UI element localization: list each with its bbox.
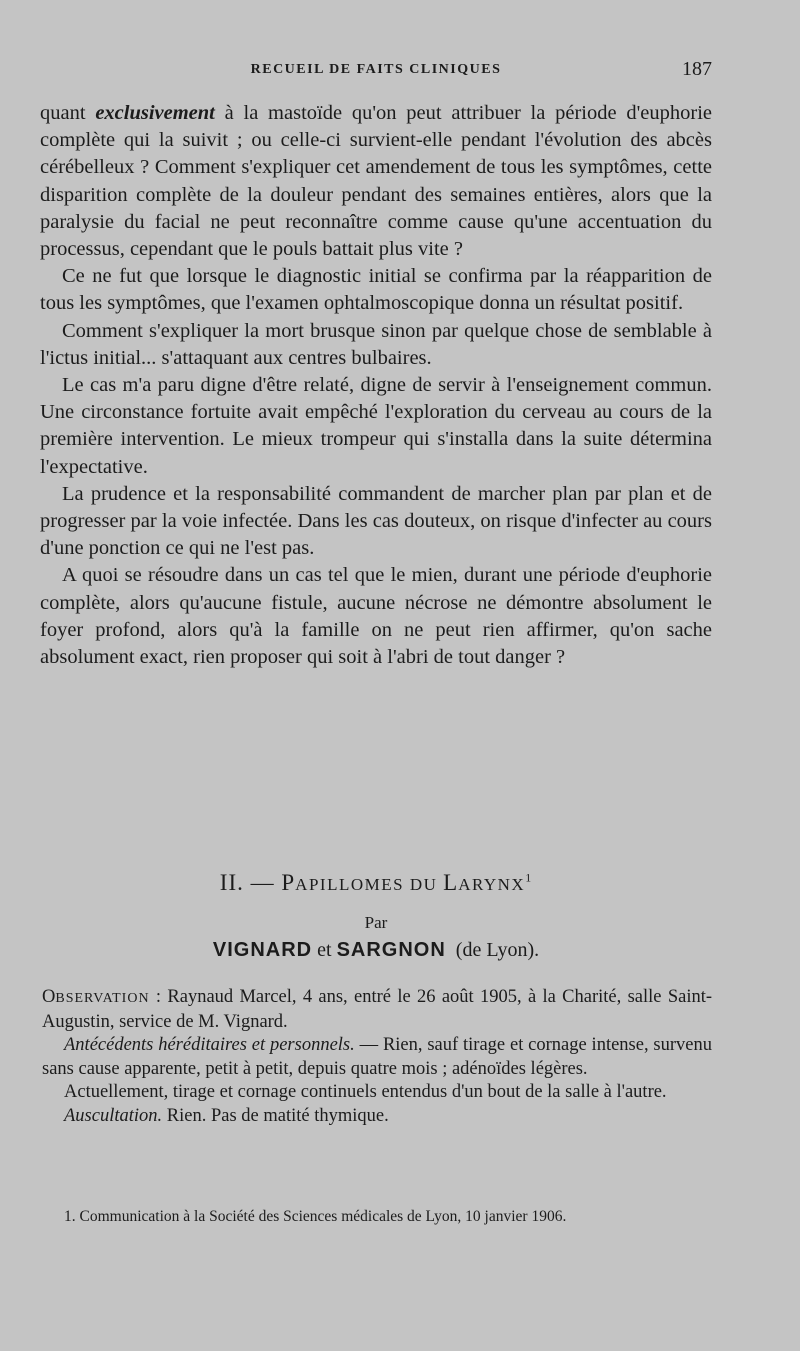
emphasis-exclusivement: exclusivement xyxy=(95,102,215,124)
observation-text-4: Rien. Pas de matité thymique. xyxy=(162,1105,389,1126)
observation-label-initial: O xyxy=(42,987,56,1007)
author-origin: (de Lyon). xyxy=(455,939,540,961)
observation-paragraph-2 xyxy=(42,1034,712,1081)
title-rest-1: APILLOMES DU xyxy=(295,875,444,894)
footnote-number: 1. xyxy=(64,1208,76,1225)
author-conjunction: et xyxy=(312,939,337,961)
page-number: 187 xyxy=(682,58,712,80)
observation-text-2: — Rien, sauf tirage et cornage intense, survenu sans cause apparente, petit à petit, depuis quatre mois ; adénoïdes légères. xyxy=(42,1035,712,1079)
auscultation-heading: Auscultation. xyxy=(64,1105,163,1126)
paragraph-2: Ce ne fut que lorsque le diagnostic initial se confirma par la réapparition de tous les symptômes, que l'examen ophtalmoscopique donna un résultat positif. xyxy=(40,265,712,315)
observation-label-colon: : xyxy=(149,987,168,1007)
observation-paragraph-3: Actuellement, tirage et cornage continuels entendus d'un bout de la salle à l'autre. xyxy=(64,1082,667,1102)
paragraph-6: A quoi se résoudre dans un cas tel que le mien, durant une période d'euphorie complète, alors qu'aucune fistule, aucune nécrose ne démontre absolument le foyer profond, alors qu'à la famille on ne peut rien affirmer, qu'on sache absolument exact, rien proposer qui soit à l'abri de tout danger ? xyxy=(40,564,712,669)
antecedents-heading: Antécédents héréditaires et personnels. xyxy=(64,1035,355,1055)
page-header xyxy=(40,58,712,88)
observation-paragraph-4 xyxy=(42,1105,712,1129)
paragraph-4: Le cas m'a paru digne d'être relaté, digne de servir à l'enseignement commun. Une circonstance fortuite avait empêché l'exploration du cerveau au cours de la première intervention. Le mieux trompeur qui s'installa dans la suite détermina l'expectative. xyxy=(40,374,712,478)
observation-label-rest: BSERVATION xyxy=(55,991,150,1006)
paragraph-5: La prudence et la responsabilité commandent de marcher plan par plan et de progresser par la voie infectée. Dans les cas douteux, on risque d'infecter au cours d'une ponction ce qui ne l'est pas. xyxy=(40,482,712,560)
footnote xyxy=(42,1207,714,1226)
body-text xyxy=(40,100,712,671)
section-numeral: II. — xyxy=(219,870,282,895)
paragraph-3: Comment s'expliquer la mort brusque sinon par quelque chose de semblable à l'ictus initial... s'attaquant aux centres bulbaires. xyxy=(40,319,712,369)
author-sargnon: SARGNON xyxy=(336,939,446,961)
observation-text-1: Raynaud Marcel, 4 ans, entré le 26 août 1905, à la Charité, salle Saint-Augustin, service de M. Vignard. xyxy=(42,987,713,1032)
paragraph-1-rest: à la mastoïde qu'on peut attribuer la période d'euphorie complète qui la suivit ; ou celle-ci survient-elle pendant l'évolution des abcès cérébelleux ? Comment s'expliquer cet amendement de tous les symptômes, cette disparition complète de la douleur pendant des semaines entières, alors que la paralysie du facial ne peut reconnaître comme cause qu'une accentuation du processus, cependant que le pouls battait plus vite ? xyxy=(40,102,712,261)
section-title xyxy=(40,870,712,896)
authors-line xyxy=(40,939,712,962)
paragraph-1 xyxy=(40,100,712,263)
byline-par: Par xyxy=(364,913,388,932)
running-head: RECUEIL DE FAITS CLINIQUES xyxy=(250,62,502,77)
observation-block xyxy=(42,986,712,1128)
observation-paragraph-1 xyxy=(42,986,712,1034)
title-initial-2: L xyxy=(443,870,459,895)
footnote-marker: 1 xyxy=(525,870,533,885)
paragraph-1-prefix: quant xyxy=(40,102,96,124)
title-initial-1: P xyxy=(281,870,296,895)
title-rest-2: ARYNX xyxy=(458,875,526,894)
footnote-text: Communication à la Société des Sciences médicales de Lyon, 10 janvier 1906. xyxy=(75,1208,567,1225)
author-vignard: VIGNARD xyxy=(212,939,313,961)
